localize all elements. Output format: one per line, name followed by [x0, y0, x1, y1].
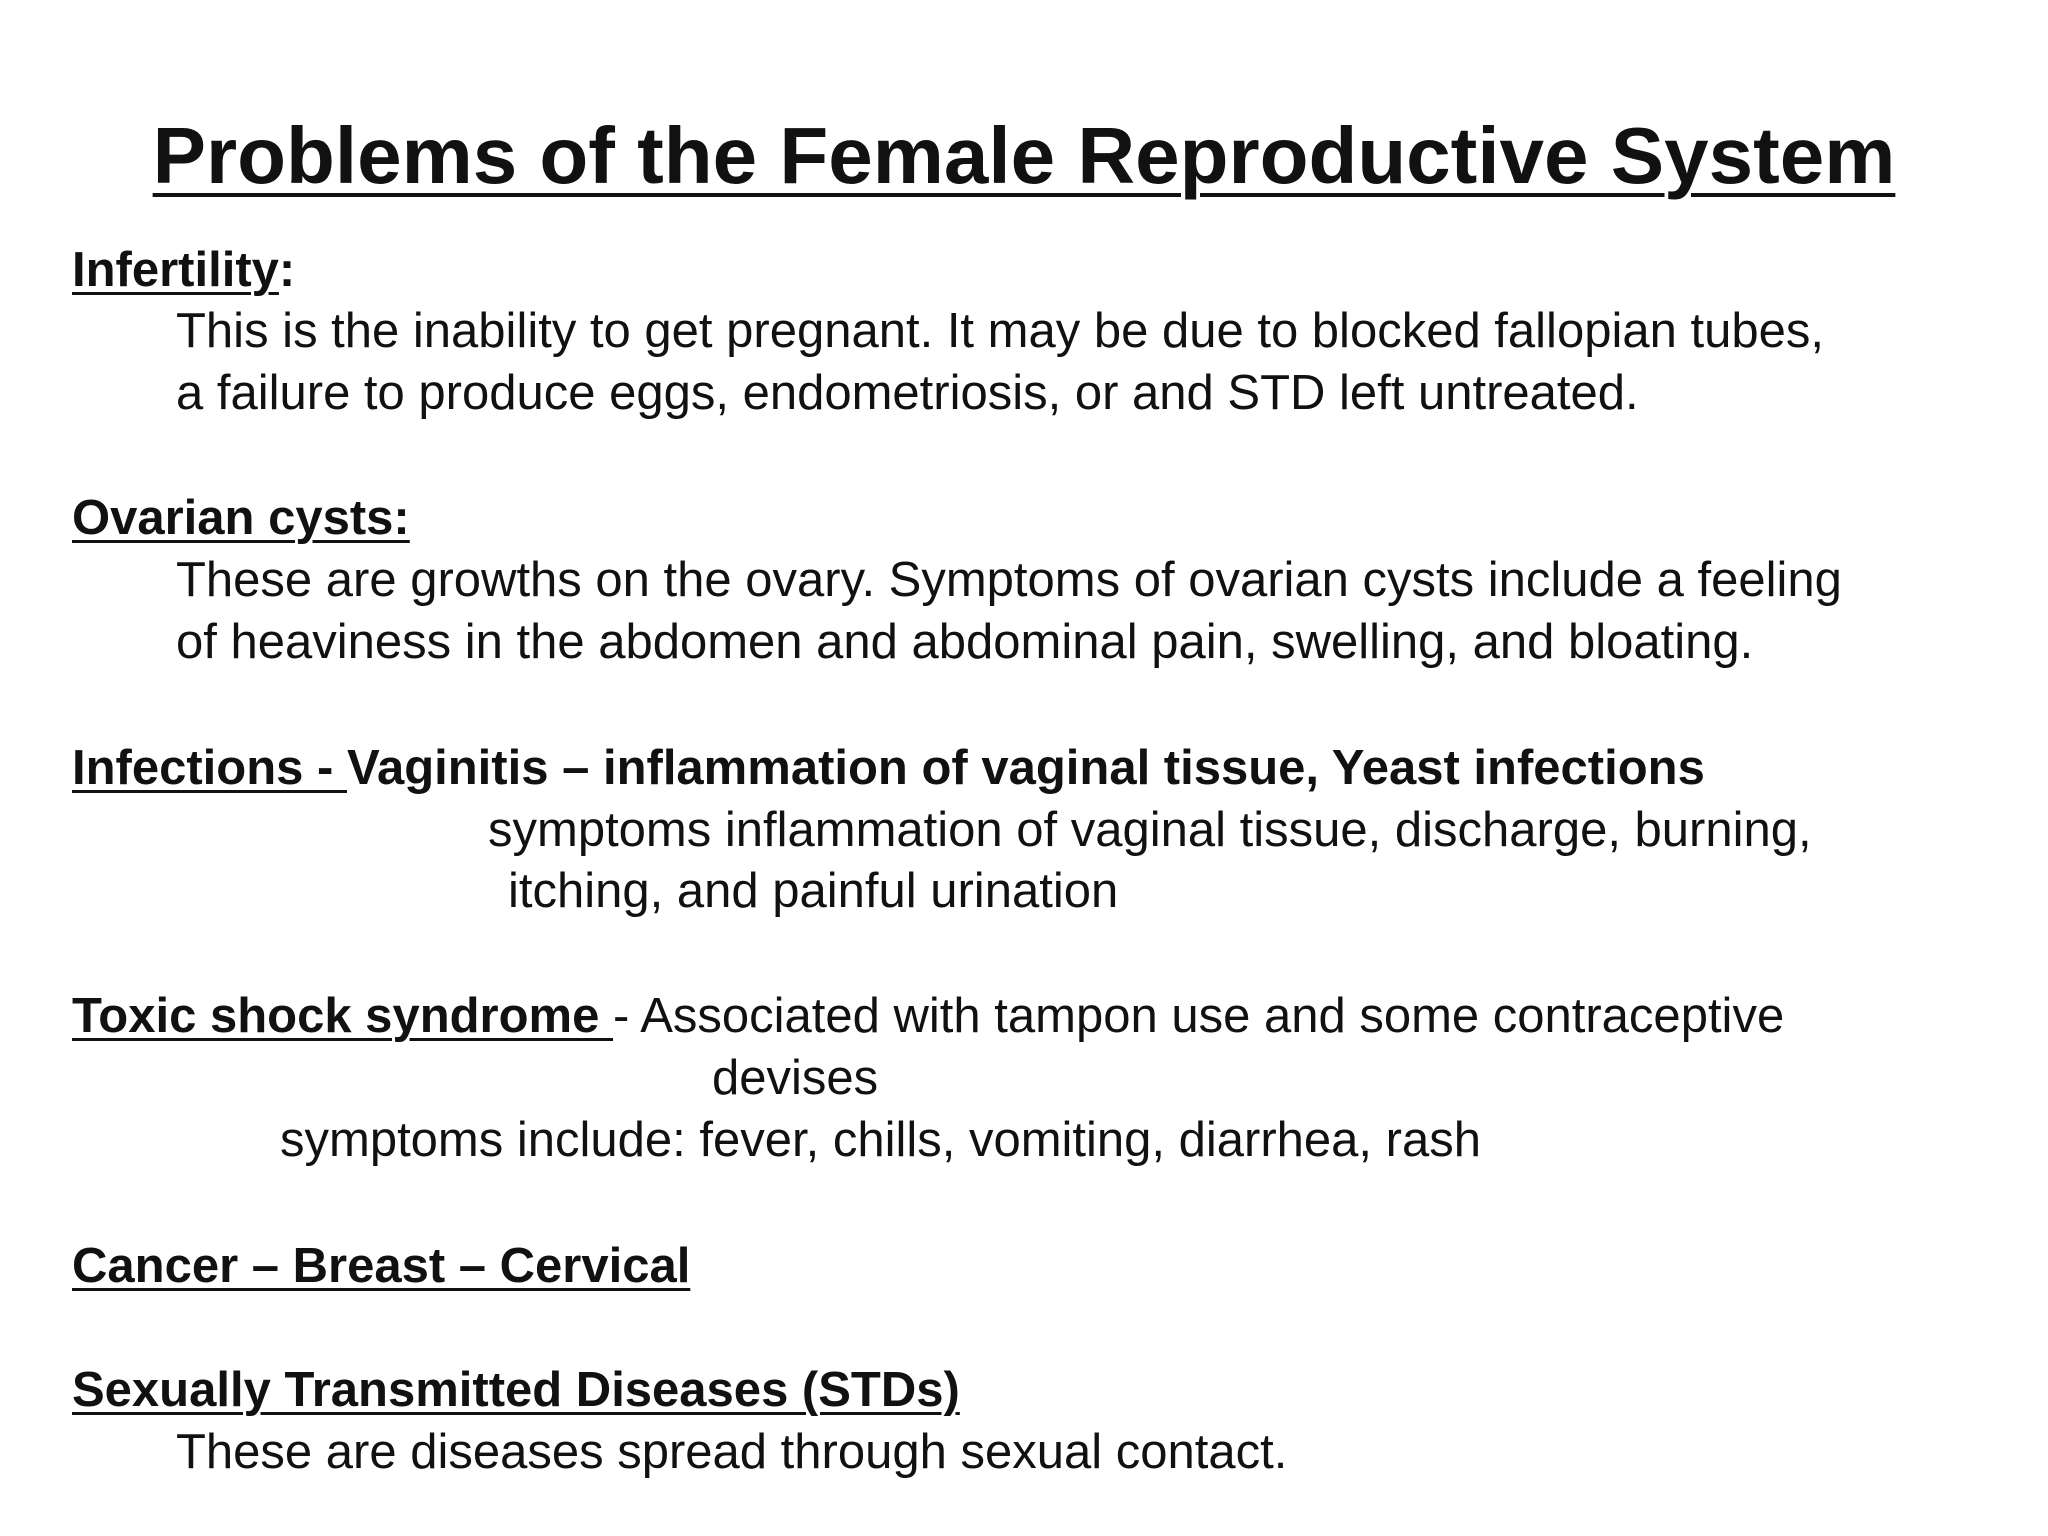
infections-heading: Infections - — [72, 741, 347, 795]
toxic-shock-heading-line — [72, 986, 1784, 1046]
infertility-text-line-1: This is the inability to get pregnant. It may be due to blocked fallopian tubes, — [176, 304, 1824, 358]
infections-text-line-1: symptoms inflammation of vaginal tissue, discharge, burning, — [488, 803, 1812, 857]
toxic-shock-description-cont: devises — [712, 1051, 879, 1105]
toxic-shock-heading: Toxic shock syndrome — [72, 989, 613, 1043]
stds-heading: Sexually Transmitted Diseases (STDs) — [72, 1363, 960, 1417]
cancer-heading: Cancer – Breast – Cervical — [72, 1239, 691, 1293]
toxic-shock-symptoms: symptoms include: fever, chills, vomiting, diarrhea, rash — [280, 1113, 1481, 1167]
infections-subheading: Vaginitis – inflammation of vaginal tissue, Yeast infections — [346, 741, 1705, 795]
infections-heading-line — [72, 738, 1705, 798]
infertility-heading: Infertility — [72, 243, 279, 297]
stds-text-line-1: These are diseases spread through sexual contact. — [176, 1425, 1288, 1479]
page-title: Problems of the Female Reproductive System — [152, 111, 1896, 200]
infertility-text-line-2: a failure to produce eggs, endometriosis, or and STD left untreated. — [176, 366, 1639, 420]
infertility-heading-colon: : — [278, 243, 296, 297]
toxic-shock-description: - Associated with tampon use and some contraceptive — [613, 989, 1785, 1043]
ovarian-cysts-heading: Ovarian cysts: — [72, 491, 410, 545]
ovarian-cysts-text-line-2: of heaviness in the abdomen and abdominal pain, swelling, and bloating. — [176, 615, 1754, 669]
ovarian-cysts-text-line-1: These are growths on the ovary. Symptoms of ovarian cysts include a feeling — [176, 553, 1842, 607]
infertility-heading-line — [72, 240, 295, 300]
infections-text-line-2: itching, and painful urination — [508, 864, 1119, 918]
